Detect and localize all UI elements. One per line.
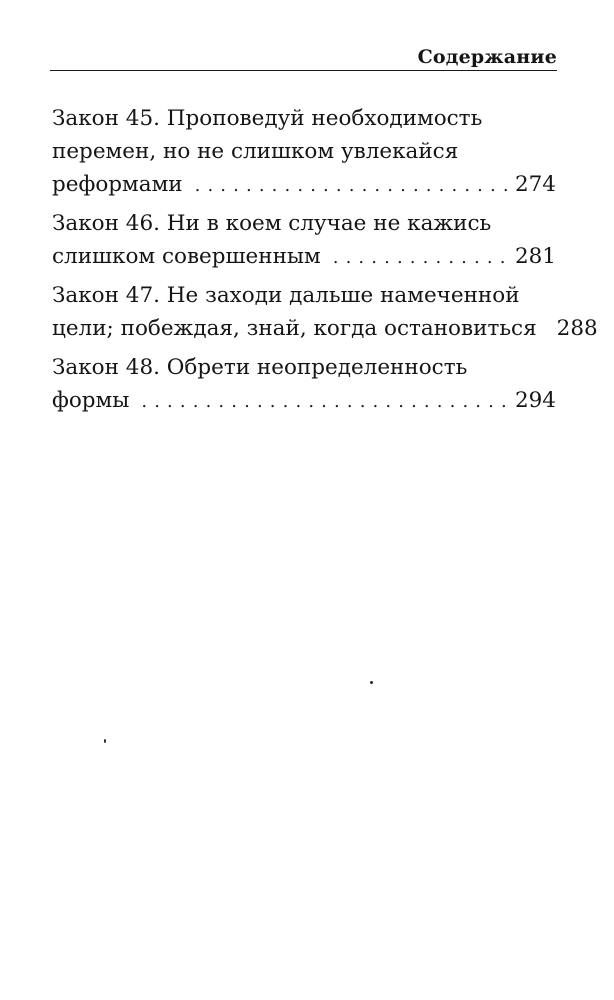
toc-entry-text: реформами <box>52 172 183 197</box>
running-header <box>50 38 557 71</box>
toc-entry-law-46[interactable] <box>52 207 556 273</box>
toc-page-number: 281 <box>514 244 556 269</box>
toc-line-last <box>52 240 556 273</box>
dot-leader <box>141 385 507 418</box>
toc-line <box>52 351 556 384</box>
dot-leader <box>333 241 507 274</box>
toc-line-last <box>52 168 556 201</box>
toc-entry-text: цели; побеждая, знай, когда остановиться <box>52 316 537 341</box>
toc-line-last <box>52 384 556 417</box>
scan-speck <box>370 681 373 684</box>
toc-page-number: 294 <box>514 388 556 413</box>
toc-entry-law-48[interactable] <box>52 351 556 417</box>
toc-entry-text: формы <box>52 388 130 413</box>
toc-entry-text: Закон 48. Обрети неопределенность <box>52 355 468 380</box>
toc-page-number: 274 <box>514 172 556 197</box>
dot-leader <box>195 169 507 202</box>
toc-entry-law-47[interactable] <box>52 279 598 345</box>
toc-line-last <box>52 312 598 345</box>
toc-line <box>52 279 556 312</box>
table-of-contents <box>52 102 598 423</box>
toc-entry-text: перемен, но не слишком увлекайся <box>52 139 459 164</box>
toc-entry-law-45[interactable] <box>52 102 556 201</box>
toc-line <box>52 207 556 240</box>
toc-entry-text: Закон 45. Проповедуй необходимость <box>52 106 483 131</box>
toc-entry-text: Закон 46. Ни в коем случае не кажись <box>52 211 492 236</box>
toc-line <box>52 102 556 135</box>
toc-entry-text: слишком совершенным <box>52 244 321 269</box>
toc-entry-text: Закон 47. Не заходи дальше намеченной <box>52 283 520 308</box>
scan-speck <box>104 739 106 743</box>
toc-line <box>52 135 556 168</box>
toc-page-number: 288 <box>556 316 598 341</box>
section-title: Содержание <box>417 46 557 68</box>
